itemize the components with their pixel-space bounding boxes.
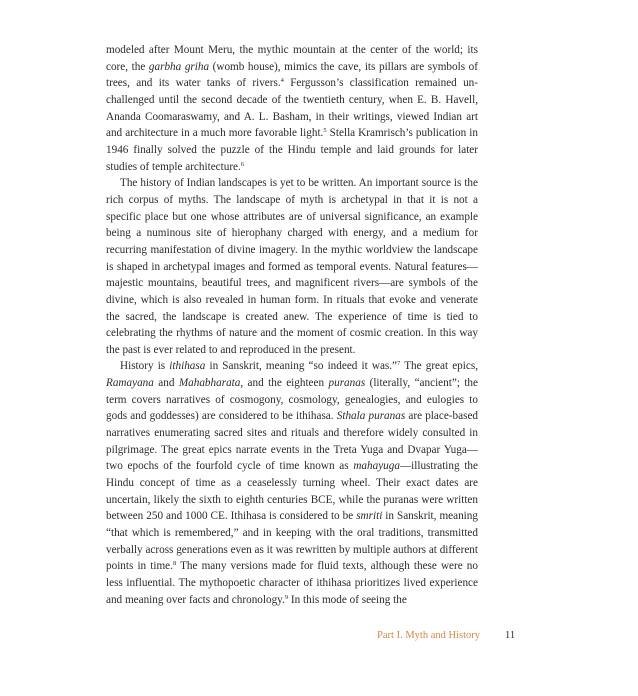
text-run: in Sanskrit, meaning “so indeed it was.” (205, 360, 398, 373)
page-number: 11 (505, 630, 516, 641)
footnote-ref: 5 (323, 127, 327, 135)
text-run: in Sanskrit, meaning “that which is remembered,” and in keeping with the oral traditions, transmitted verbally across generations even as it was rewritten by multiple authors at different points in time. (106, 510, 478, 573)
footnote-ref: 9 (284, 593, 289, 601)
text-run: (womb house), mimics the cave, its pillars are symbols of trees, and its water tanks of rivers. (106, 60, 478, 90)
italic-term: garbha griha (148, 60, 210, 73)
text-run: modeled after Mount Meru, the mythic mountain at the center of the world; its core, the (106, 44, 478, 73)
paragraph (106, 358, 478, 608)
page-footer (0, 630, 638, 646)
text-run: The great epics, (400, 360, 478, 373)
text-run: The history of Indian landscapes is yet to be written. An important source is the rich corpus of myths. The landscape of myth is archetypal in that it is not a specific place but one whose attributes are of universal significance, an example being a numinous site of hierophany charged with energy, and a medium for recurring manifestation of divine imagery. In the mythic worldview the landscape is shaped in archetypal images and formed as temporal events. Natural features—majestic mountains, beautiful trees, and magnificent rivers—are symbols of the divine, which is also revealed in human form. In rituals that evoke and venerate the sacred, the landscape is created anew. The experience of time is tied to celebrating the rhythms of nature and the moment of cosmic creation. In this way the past is ever related to and reproduced in the present. (106, 177, 478, 356)
italic-term: Mahabharata (178, 377, 241, 390)
italic-term: Ramayana (106, 377, 154, 390)
italic-term: ithihasa (169, 360, 206, 373)
paragraph (106, 175, 478, 358)
running-head: Part I. Myth and History (377, 630, 480, 641)
text-run: are place-based narratives enumerating sacred sites and rituals and therefore widely consulted in pilgrimage. The great epics narrate events in the Treta Yuga and Dvapar Yuga—two epochs of the fourfold cycle of time known as (106, 410, 479, 473)
italic-term: puranas (328, 377, 366, 390)
italic-term: smriti (356, 510, 383, 523)
footnote-ref: 8 (172, 560, 177, 568)
text-run: —illustrating the Hindu concept of time as a ceaselessly turning wheel. Their exact dates are uncertain, likely the sixth to eighth centuries BCE, while the puranas were written between 250 and 1000 CE. Ithihasa is considered to be (106, 460, 478, 523)
text-run: and (153, 377, 179, 390)
text-run: In this mode of seeing the (288, 593, 407, 606)
text-run: History is (120, 360, 170, 373)
italic-term: mahayuga (353, 460, 400, 473)
text-run: The many versions made for fluid texts, although these were no less influential. The mythopoetic character of ithihasa prioritizes lived experience and meaning over facts and chronology. (106, 560, 478, 606)
footnote-ref: 4 (280, 77, 284, 85)
italic-term: Sthala puranas (336, 410, 406, 423)
text-run: , and the eighteen (240, 377, 329, 390)
footnote-ref: 6 (240, 160, 245, 168)
text-run: (literally, “ancient”; the term covers narratives of cosmogony, cosmology, genealogies, and eulogies to gods and goddesses) are considered to be ithihasa. (106, 377, 478, 423)
text-run: Stella Kramrisch’s publication in 1946 finally solved the puzzle of the Hindu temple and laid grounds for later studies of temple architecture. (106, 127, 479, 173)
paragraph (106, 42, 478, 175)
body-text (106, 42, 478, 608)
footnote-ref: 7 (397, 360, 401, 368)
text-run: Fergusson’s classification remained unchallenged until the second decade of the twentieth century, when E. B. Havell, Ananda Coomaraswamy, and A. L. Basham, in their writings, viewed Indian art and architecture in a much more favorable light. (106, 77, 479, 140)
